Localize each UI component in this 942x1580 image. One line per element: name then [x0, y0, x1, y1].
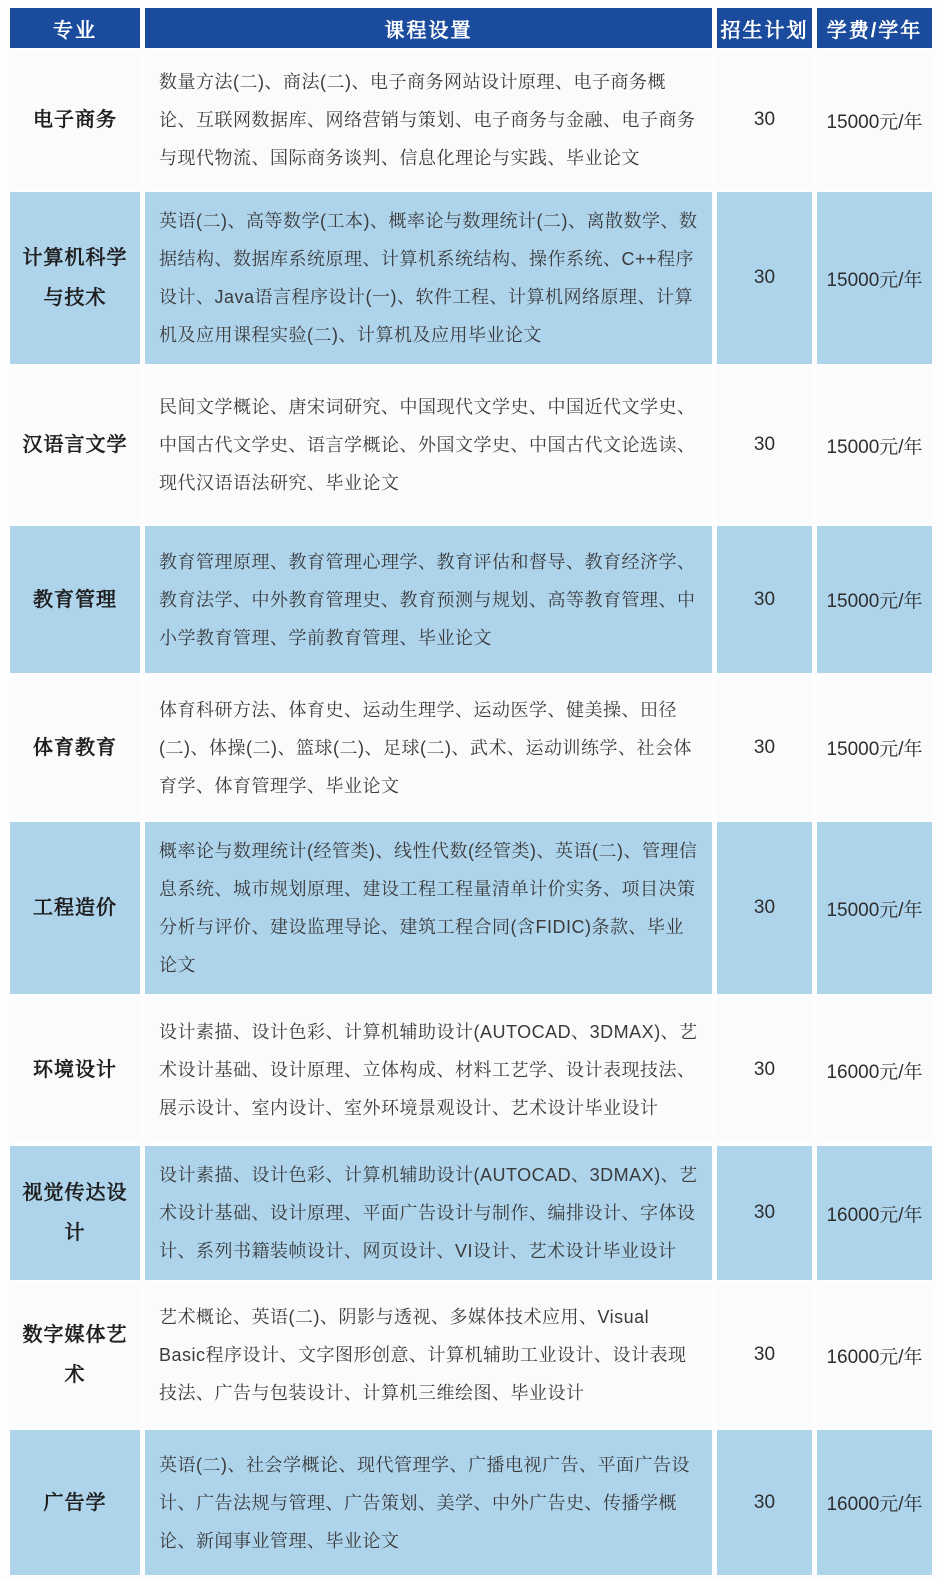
header-cell-fee: 学费/学年: [817, 8, 932, 48]
fee-cell: 15000元/年: [817, 53, 932, 187]
courses-cell: 设计素描、设计色彩、计算机辅助设计(AUTOCAD、3DMAX)、艺术设计基础、设计原理、立体构成、材料工艺学、设计表现技法、展示设计、室内设计、室外环境景观设计、艺术设计毕业设计: [145, 999, 712, 1141]
courses-cell: 数量方法(二)、商法(二)、电子商务网站设计原理、电子商务概论、互联网数据库、网络营销与策划、电子商务与金融、电子商务与现代物流、国际商务谈判、信息化理论与实践、毕业论文: [145, 53, 712, 187]
fee-cell: 15000元/年: [817, 192, 932, 364]
courses-cell: 设计素描、设计色彩、计算机辅助设计(AUTOCAD、3DMAX)、艺术设计基础、设计原理、平面广告设计与制作、编排设计、字体设计、系列书籍装帧设计、网页设计、VI设计、艺术设计毕业设计: [145, 1146, 712, 1280]
table-row: [10, 526, 932, 673]
plan-cell: 30: [717, 822, 812, 994]
courses-cell: 英语(二)、社会学概论、现代管理学、广播电视广告、平面广告设计、广告法规与管理、广告策划、美学、中外广告史、传播学概论、新闻事业管理、毕业论文: [145, 1430, 712, 1575]
header-cell-courses: 课程设置: [145, 8, 712, 48]
fee-cell: 15000元/年: [817, 678, 932, 817]
courses-cell: 民间文学概论、唐宋词研究、中国现代文学史、中国近代文学史、中国古代文学史、语言学概论、外国文学史、中国古代文论选读、现代汉语语法研究、毕业论文: [145, 369, 712, 521]
major-cell: 电子商务: [10, 53, 140, 187]
table-row: [10, 678, 932, 817]
fee-cell: 16000元/年: [817, 1430, 932, 1575]
admission-programs-table: [5, 3, 937, 1580]
table-row: [10, 1430, 932, 1575]
courses-cell: 艺术概论、英语(二)、阴影与透视、多媒体技术应用、Visual Basic程序设计、文字图形创意、计算机辅助工业设计、设计表现技法、广告与包装设计、计算机三维绘图、毕业设计: [145, 1285, 712, 1425]
courses-cell: 概率论与数理统计(经管类)、线性代数(经管类)、英语(二)、管理信息系统、城市规划原理、建设工程工程量清单计价实务、项目决策分析与评价、建设监理导论、建筑工程合同(含FIDIC)条款、毕业论文: [145, 822, 712, 994]
header-cell-major: 专业: [10, 8, 140, 48]
table-row: [10, 369, 932, 521]
courses-cell: 体育科研方法、体育史、运动生理学、运动医学、健美操、田径(二)、体操(二)、篮球(二)、足球(二)、武术、运动训练学、社会体育学、体育管理学、毕业论文: [145, 678, 712, 817]
major-cell: 数字媒体艺术: [10, 1285, 140, 1425]
plan-cell: 30: [717, 192, 812, 364]
fee-cell: 15000元/年: [817, 526, 932, 673]
major-cell: 体育教育: [10, 678, 140, 817]
plan-cell: 30: [717, 1430, 812, 1575]
table-row: [10, 1285, 932, 1425]
courses-cell: 教育管理原理、教育管理心理学、教育评估和督导、教育经济学、教育法学、中外教育管理史、教育预测与规划、高等教育管理、中小学教育管理、学前教育管理、毕业论文: [145, 526, 712, 673]
plan-cell: 30: [717, 1146, 812, 1280]
plan-cell: 30: [717, 678, 812, 817]
table-row: [10, 53, 932, 187]
plan-cell: 30: [717, 53, 812, 187]
fee-cell: 16000元/年: [817, 1146, 932, 1280]
major-cell: 环境设计: [10, 999, 140, 1141]
fee-cell: 15000元/年: [817, 369, 932, 521]
table-row: [10, 999, 932, 1141]
fee-cell: 16000元/年: [817, 999, 932, 1141]
table-row: [10, 192, 932, 364]
plan-cell: 30: [717, 1285, 812, 1425]
fee-cell: 15000元/年: [817, 822, 932, 994]
table-header-row: [10, 8, 932, 48]
plan-cell: 30: [717, 369, 812, 521]
table-row: [10, 1146, 932, 1280]
table-row: [10, 822, 932, 994]
fee-cell: 16000元/年: [817, 1285, 932, 1425]
major-cell: 工程造价: [10, 822, 140, 994]
header-cell-plan: 招生计划: [717, 8, 812, 48]
major-cell: 广告学: [10, 1430, 140, 1575]
major-cell: 汉语言文学: [10, 369, 140, 521]
plan-cell: 30: [717, 526, 812, 673]
plan-cell: 30: [717, 999, 812, 1141]
major-cell: 计算机科学与技术: [10, 192, 140, 364]
courses-cell: 英语(二)、高等数学(工本)、概率论与数理统计(二)、离散数学、数据结构、数据库系统原理、计算机系统结构、操作系统、C++程序设计、Java语言程序设计(一)、软件工程、计算机网络原理、计算机及应用课程实验(二)、计算机及应用毕业论文: [145, 192, 712, 364]
major-cell: 视觉传达设计: [10, 1146, 140, 1280]
major-cell: 教育管理: [10, 526, 140, 673]
